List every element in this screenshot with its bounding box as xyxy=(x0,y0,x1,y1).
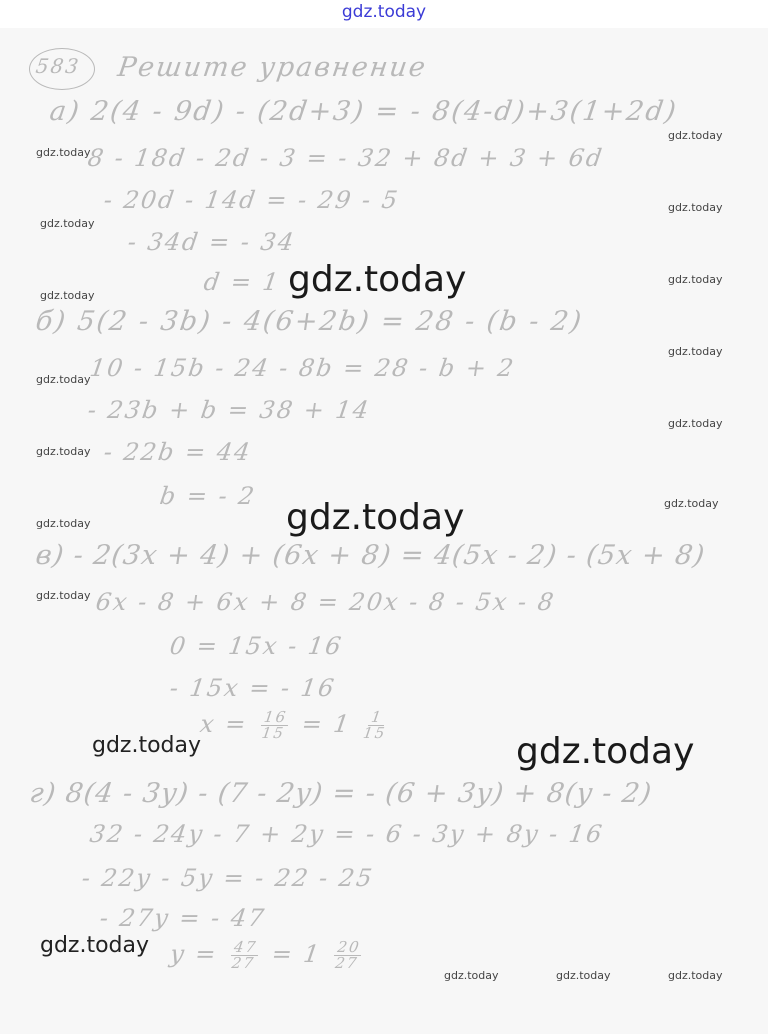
b-line-3: - 23b + b = 38 + 14 xyxy=(86,396,373,424)
b-line-1: б) 5(2 - 3b) - 4(6+2b) = 28 - (b - 2) xyxy=(33,306,586,337)
v-mixed-numerator: 1 xyxy=(370,708,385,726)
g-line-5 xyxy=(168,940,368,971)
g-mixed-numerator: 20 xyxy=(336,938,362,956)
v-line-5 xyxy=(198,710,394,741)
watermark: gdz.today xyxy=(668,417,723,430)
watermark: gdz.today xyxy=(668,345,723,358)
v-fraction-denominator: 15 xyxy=(260,724,287,742)
watermark-medium: gdz.today xyxy=(92,733,202,758)
g-fraction xyxy=(229,940,260,971)
watermark: gdz.today xyxy=(556,969,611,982)
g-line-1: г) 8(4 - 3y) - (7 - 2y) = - (6 + 3y) + 8(y - 2) xyxy=(27,778,655,809)
v-fraction-numerator: 16 xyxy=(262,708,289,726)
watermark: gdz.today xyxy=(36,589,91,602)
a-line-5: d = 1 xyxy=(202,268,282,296)
watermark: gdz.today xyxy=(668,969,723,982)
a-line-2: 8 - 18d - 2d - 3 = - 32 + 8d + 3 + 6d xyxy=(86,144,606,172)
watermark-large: gdz.today xyxy=(286,497,465,538)
b-line-4: - 22b = 44 xyxy=(102,438,254,466)
watermark: gdz.today xyxy=(668,201,723,214)
v-line-4: - 15x = - 16 xyxy=(168,674,338,702)
v-line-5-lhs: x = xyxy=(198,710,250,738)
g-line-4: - 27y = - 47 xyxy=(98,904,268,932)
watermark: gdz.today xyxy=(40,217,95,230)
v-line-3: 0 = 15x - 16 xyxy=(168,632,345,660)
watermark: gdz.today xyxy=(668,129,723,142)
g-fraction-denominator: 27 xyxy=(230,954,257,972)
a-line-1: a) 2(4 - 9d) - (2d+3) = - 8(4-d)+3(1+2d) xyxy=(47,96,680,127)
g-fraction-numerator: 47 xyxy=(232,938,259,956)
watermark: gdz.today xyxy=(40,289,95,302)
g-line-5-eq: = 1 xyxy=(269,940,323,968)
a-line-3: - 20d - 14d = - 29 - 5 xyxy=(102,186,402,214)
a-line-4: - 34d = - 34 xyxy=(126,228,298,256)
watermark-medium: gdz.today xyxy=(40,933,150,958)
v-mixed-fraction xyxy=(362,710,389,741)
watermark: gdz.today xyxy=(668,273,723,286)
v-mixed-denominator: 15 xyxy=(361,724,388,742)
watermark: gdz.today xyxy=(36,517,91,530)
watermark: gdz.today xyxy=(444,969,499,982)
v-line-2: 6x - 8 + 6x + 8 = 20x - 8 - 5x - 8 xyxy=(94,588,558,616)
v-line-5-eq: = 1 xyxy=(299,710,353,738)
g-line-5-lhs: y = xyxy=(168,940,220,968)
watermark: gdz.today xyxy=(36,373,91,386)
task-number: 583 xyxy=(34,54,82,78)
g-line-2: 32 - 24y - 7 + 2y = - 6 - 3y + 8y - 16 xyxy=(88,820,606,848)
b-line-2: 10 - 15b - 24 - 8b = 28 - b + 2 xyxy=(88,354,517,382)
watermark: gdz.today xyxy=(36,445,91,458)
g-line-3: - 22y - 5y = - 22 - 25 xyxy=(80,864,376,892)
watermark: gdz.today xyxy=(664,497,719,510)
g-mixed-denominator: 27 xyxy=(334,954,360,972)
b-line-5: b = - 2 xyxy=(158,482,258,510)
v-line-1: в) - 2(3x + 4) + (6x + 8) = 4(5x - 2) - (5x + 8) xyxy=(33,540,708,571)
task-title: Решите уравнение xyxy=(115,52,430,83)
g-mixed-fraction xyxy=(332,940,363,971)
watermark-large: gdz.today xyxy=(516,731,695,772)
watermark: gdz.today xyxy=(36,146,91,159)
watermark-large: gdz.today xyxy=(288,259,467,300)
v-fraction xyxy=(259,710,290,741)
site-link[interactable]: gdz.today xyxy=(341,2,427,22)
